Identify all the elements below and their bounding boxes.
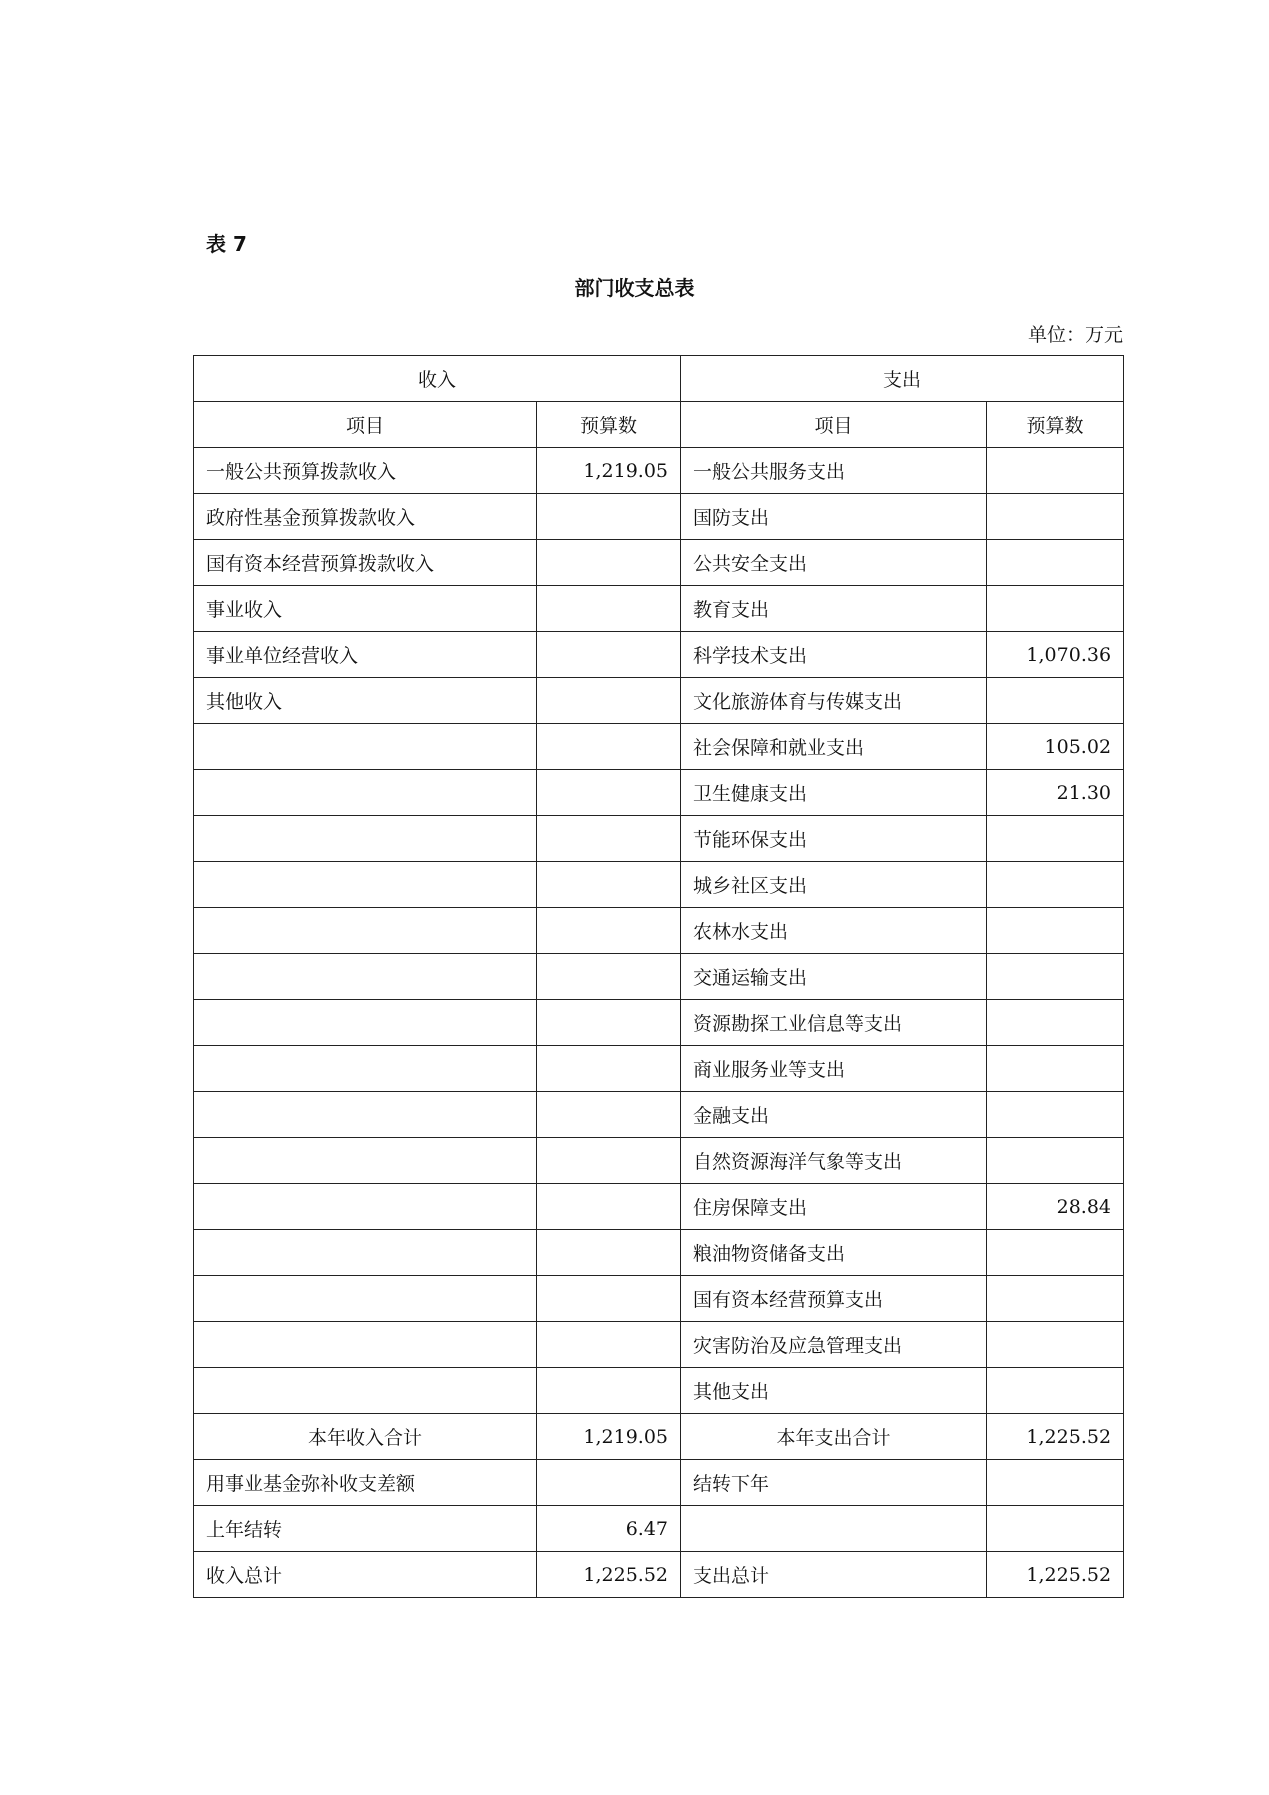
income-value-cell — [537, 1092, 681, 1138]
expense-value-cell — [987, 1000, 1124, 1046]
budget-summary-table — [193, 355, 1124, 1598]
total-row — [194, 1552, 1124, 1598]
income-value-cell — [537, 1000, 681, 1046]
table-row — [194, 1092, 1124, 1138]
income-value-cell — [537, 678, 681, 724]
column-header-row — [194, 402, 1124, 448]
income-value-cell — [537, 862, 681, 908]
table-row — [194, 1276, 1124, 1322]
expense-value-cell: 105.02 — [987, 724, 1124, 770]
expense-item-cell: 文化旅游体育与传媒支出 — [681, 678, 987, 724]
expense-value-cell — [987, 1460, 1124, 1506]
table-row — [194, 1138, 1124, 1184]
expense-value-cell — [987, 1506, 1124, 1552]
income-item-cell: 一般公共预算拨款收入 — [194, 448, 537, 494]
expense-value-cell: 21.30 — [987, 770, 1124, 816]
expense-value-cell — [987, 1276, 1124, 1322]
expense-item-cell: 商业服务业等支出 — [681, 1046, 987, 1092]
table-row — [194, 448, 1124, 494]
expense-value-cell — [987, 954, 1124, 1000]
income-value-cell — [537, 770, 681, 816]
expense-item-cell: 国有资本经营预算支出 — [681, 1276, 987, 1322]
expense-value-cell — [987, 540, 1124, 586]
income-item-cell — [194, 908, 537, 954]
table-row — [194, 1460, 1124, 1506]
expense-item-cell — [681, 1506, 987, 1552]
income-budget-header: 预算数 — [537, 402, 681, 448]
income-value-cell — [537, 1046, 681, 1092]
expense-subtotal-value: 1,225.52 — [987, 1414, 1124, 1460]
subtotal-row — [194, 1414, 1124, 1460]
income-item-cell — [194, 816, 537, 862]
table-row — [194, 724, 1124, 770]
table-row — [194, 1368, 1124, 1414]
expense-item-cell: 国防支出 — [681, 494, 987, 540]
income-value-cell — [537, 816, 681, 862]
income-subtotal-label: 本年收入合计 — [194, 1414, 537, 1460]
income-value-cell — [537, 1138, 681, 1184]
expense-value-cell — [987, 862, 1124, 908]
expense-budget-header: 预算数 — [987, 402, 1124, 448]
table-row — [194, 1000, 1124, 1046]
income-total-label: 收入总计 — [194, 1552, 537, 1598]
table-row — [194, 586, 1124, 632]
expense-item-cell: 灾害防治及应急管理支出 — [681, 1322, 987, 1368]
table-row — [194, 632, 1124, 678]
income-value-cell — [537, 494, 681, 540]
section-header-row — [194, 356, 1124, 402]
expense-item-cell: 金融支出 — [681, 1092, 987, 1138]
expense-value-cell: 1,070.36 — [987, 632, 1124, 678]
expense-value-cell — [987, 1230, 1124, 1276]
income-item-cell — [194, 770, 537, 816]
expense-item-cell: 农林水支出 — [681, 908, 987, 954]
income-total-value: 1,225.52 — [537, 1552, 681, 1598]
income-item-cell: 事业收入 — [194, 586, 537, 632]
expense-total-value: 1,225.52 — [987, 1552, 1124, 1598]
table-row — [194, 1506, 1124, 1552]
expense-value-cell — [987, 908, 1124, 954]
income-item-cell — [194, 862, 537, 908]
expense-item-cell: 其他支出 — [681, 1368, 987, 1414]
expense-item-cell: 科学技术支出 — [681, 632, 987, 678]
income-value-cell — [537, 1460, 681, 1506]
income-value-cell — [537, 632, 681, 678]
income-item-cell — [194, 1184, 537, 1230]
income-item-cell — [194, 954, 537, 1000]
expense-value-cell: 28.84 — [987, 1184, 1124, 1230]
expense-item-cell: 结转下年 — [681, 1460, 987, 1506]
income-item-cell — [194, 1276, 537, 1322]
income-value-cell — [537, 540, 681, 586]
unit-label: 单位：万元 — [1027, 324, 1123, 346]
expense-item-cell: 社会保障和就业支出 — [681, 724, 987, 770]
expense-value-cell — [987, 1368, 1124, 1414]
expense-item-header: 项目 — [681, 402, 987, 448]
table-row — [194, 954, 1124, 1000]
income-item-cell — [194, 1046, 537, 1092]
expense-item-cell: 卫生健康支出 — [681, 770, 987, 816]
income-item-cell — [194, 1368, 537, 1414]
table-row — [194, 494, 1124, 540]
table-row — [194, 1046, 1124, 1092]
income-value-cell: 6.47 — [537, 1506, 681, 1552]
table-row — [194, 1184, 1124, 1230]
expense-subtotal-label: 本年支出合计 — [681, 1414, 987, 1460]
expense-item-cell: 公共安全支出 — [681, 540, 987, 586]
income-value-cell — [537, 908, 681, 954]
income-item-cell — [194, 1092, 537, 1138]
table-row — [194, 540, 1124, 586]
income-value-cell — [537, 954, 681, 1000]
income-value-cell — [537, 1230, 681, 1276]
table-row — [194, 678, 1124, 724]
expense-value-cell — [987, 1092, 1124, 1138]
expense-item-cell: 一般公共服务支出 — [681, 448, 987, 494]
expense-value-cell — [987, 448, 1124, 494]
income-value-cell — [537, 1276, 681, 1322]
expense-section-header: 支出 — [681, 356, 1124, 402]
expense-item-cell: 粮油物资储备支出 — [681, 1230, 987, 1276]
expense-value-cell — [987, 1322, 1124, 1368]
income-item-cell: 上年结转 — [194, 1506, 537, 1552]
income-item-cell: 国有资本经营预算拨款收入 — [194, 540, 537, 586]
expense-item-cell: 节能环保支出 — [681, 816, 987, 862]
income-item-cell: 政府性基金预算拨款收入 — [194, 494, 537, 540]
table-row — [194, 908, 1124, 954]
expense-value-cell — [987, 586, 1124, 632]
income-value-cell — [537, 1368, 681, 1414]
expense-item-cell: 交通运输支出 — [681, 954, 987, 1000]
income-value-cell: 1,219.05 — [537, 448, 681, 494]
expense-value-cell — [987, 816, 1124, 862]
expense-item-cell: 资源勘探工业信息等支出 — [681, 1000, 987, 1046]
expense-item-cell: 城乡社区支出 — [681, 862, 987, 908]
income-item-cell: 其他收入 — [194, 678, 537, 724]
income-item-header: 项目 — [194, 402, 537, 448]
income-item-cell — [194, 1138, 537, 1184]
income-value-cell — [537, 1184, 681, 1230]
income-item-cell: 用事业基金弥补收支差额 — [194, 1460, 537, 1506]
expense-item-cell: 住房保障支出 — [681, 1184, 987, 1230]
income-item-cell: 事业单位经营收入 — [194, 632, 537, 678]
table-row — [194, 1230, 1124, 1276]
expense-value-cell — [987, 1046, 1124, 1092]
income-item-cell — [194, 724, 537, 770]
table-label: 表 7 — [206, 232, 247, 256]
income-section-header: 收入 — [194, 356, 681, 402]
page-title: 部门收支总表 — [574, 276, 695, 300]
expense-value-cell — [987, 494, 1124, 540]
table-row — [194, 770, 1124, 816]
income-item-cell — [194, 1000, 537, 1046]
income-value-cell — [537, 1322, 681, 1368]
expense-item-cell: 自然资源海洋气象等支出 — [681, 1138, 987, 1184]
income-item-cell — [194, 1322, 537, 1368]
expense-total-label: 支出总计 — [681, 1552, 987, 1598]
income-item-cell — [194, 1230, 537, 1276]
table-row — [194, 816, 1124, 862]
table-row — [194, 862, 1124, 908]
expense-value-cell — [987, 678, 1124, 724]
table-body — [194, 356, 1124, 1598]
income-value-cell — [537, 586, 681, 632]
expense-item-cell: 教育支出 — [681, 586, 987, 632]
expense-value-cell — [987, 1138, 1124, 1184]
income-subtotal-value: 1,219.05 — [537, 1414, 681, 1460]
income-value-cell — [537, 724, 681, 770]
table-row — [194, 1322, 1124, 1368]
